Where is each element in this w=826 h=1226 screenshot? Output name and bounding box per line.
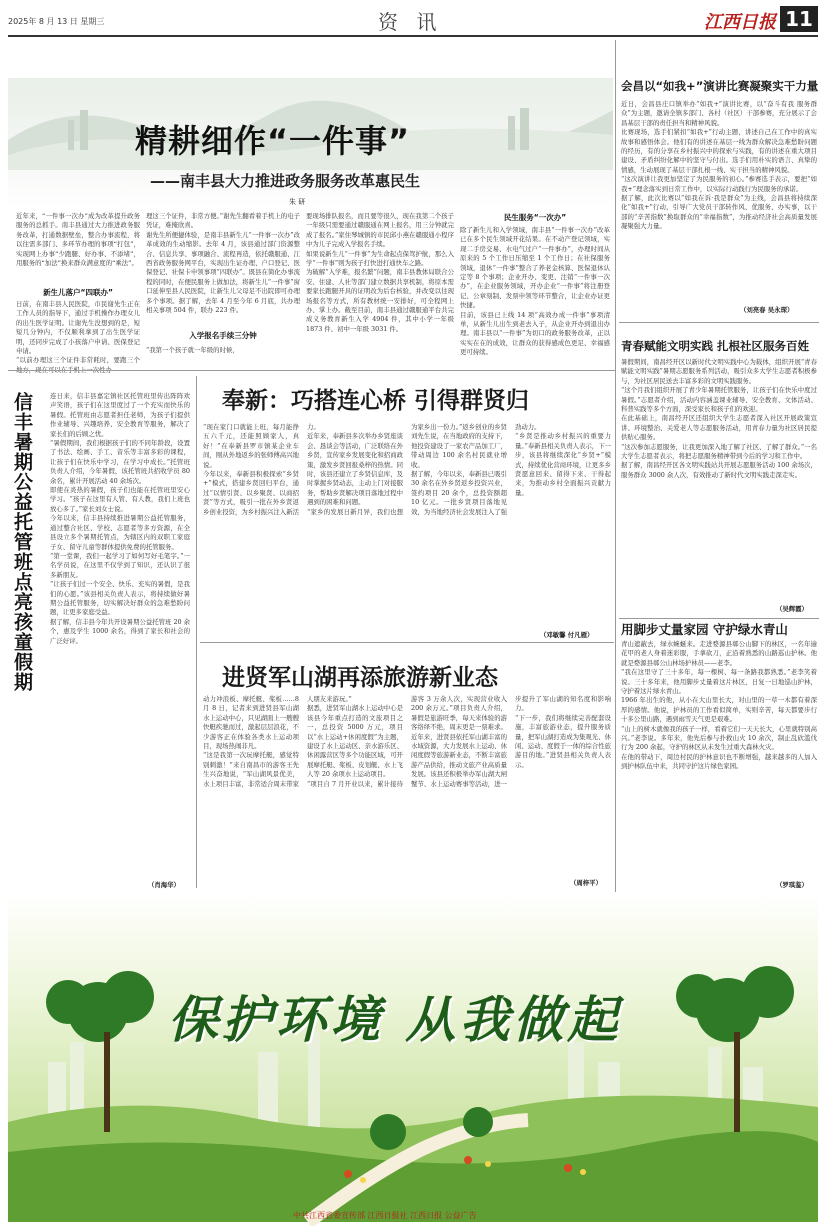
mid-left-body: 连日来，信丰县嘉定镇社区托管班里传出阵阵欢声笑语，孩子们在这里度过了一个充实而快乐的暑假。托管班由志愿者担任老师，为孩子们提供作业辅导、兴趣培养、安全教育等服务，解决了家长们的后顾之忧。 “暑假期间，我们根据孩子们的不同年龄段，设置了书法、绘画、手工、音乐等丰富多彩的课程，让孩子们在快乐中学习，在学习中成长。”托管班负责人介绍，今年暑假，该托管班共招收学员 80 余名，累计开展活动 40 余场次。 即使在炎热的暑假，孩子们也能在托管班里安心学习。“孩子在这里有人管、有人教，我们上班也放心多了。”家长刘女士说。 今年以来，信丰县持续推进暑期公益托管服务，通过整合社区、学校、志愿者等多方资源，在全县设立多个暑期托管点，为辖区内的双职工家庭子女、留守儿童等群体提供免费的托管服务。 “第一堂课，我们一起学习了如何写好毛笔字。”一名学员说，在这里不仅学到了知识，还认识了很多新朋友。 “让孩子们过一个安全、快乐、充实的暑假，是我们的心愿。”该县相关负责人表示，将持续做好暑期公益托管服务，切实解决好群众的急难愁盼问题，让更多家庭受益。 据了解，信丰县今年共开设暑期公益托管班 20 余个，惠及学生 1000 余名，得到了家长和社会的广泛好评。 [50,392,191,645]
lead-col-2b: “我第一个孩子就一年级的时候， [146,346,239,354]
right3-title: 用脚步丈量家园 守护绿水青山 [621,622,788,637]
bottom-mid-body: 动力冲浪板、摩托艇、桨板……8 月 8 日，记者来到进贤县军山湖水上运动中心，只见湖面上一艘艘快艇疾驰而过，激起层层浪花，不少游客正在体验各类水上运动项目，现场热闹非凡。 “这是我第一次玩摩托艇，感觉特别刺激！”来自南昌市的游客王先生兴奋地说，“军山湖风景优美，水上项目丰富，非常适合周末带家人朋友来游玩。” 据悉，进贤军山湖水上运动中心是该县今年重点打造的文旅项目之一，总投资 5000 万元，项目以“水上运动+休闲度假”为主题，建设了水上运动区、亲水游乐区、休闲露营区等多个功能区域，可开展摩托艇、桨板、皮划艇、水上飞人等 20 余项水上运动项目。 “项目自 7 月开业以来，累计接待游客 3 万余人次，实现营业收入 200 余万元。”项目负责人介绍，暑假是旅游旺季，每天来体验的游客络绎不绝，周末更是一票难求。 近年来，进贤县依托军山湖丰富的水域资源，大力发展水上运动、休闲度假等旅游新业态，不断丰富旅游产品供给，推动文旅产业高质量发展。该县还积极举办军山湖大闸蟹节、水上运动赛事等活动，进一步提升了军山湖的知名度和影响力。 “下一步，我们将继续完善配套设施，丰富旅游业态，提升服务质量，把军山湖打造成为集观光、休闲、运动、度假于一体的综合性旅游目的地。”进贤县相关负责人表示。 [203,695,611,788]
mid-left-title: 信丰暑期公益托管班点亮孩童假期 [11,392,33,692]
right3-credit: （罗琪鉴） [776,881,808,889]
environment-banner [8,892,818,1222]
masthead-rule [8,35,818,37]
lead-author: 朱 研 [289,198,306,206]
bottom-mid-title: 进贤军山湖再添旅游新业态 [222,665,498,691]
lead-subtitle: ——南丰县大力推进政务服务改革惠民生 [150,172,421,190]
page-number: 11 [780,6,818,32]
lead-col-1: 日前，在南丰县人民医院，市民谢先生正在工作人员的指导下，通过手机操作办理女儿的出生医学证明。让谢先生没想到的是，短短几分钟内，不仅顺利拿到了出生医学证明，还同步完成了小孩落户申请、医保登记申请。 “以前办理这三个证件非常耗时，要跑三个 [16,300,140,365]
lead-title: 精耕细作“一件事” [135,122,411,160]
lead-bottom-rule [8,370,616,371]
right1-body: 近日，会昌县庄口镇举办“如我+”演讲比赛，以“奋斗有我 服务群众”为主题，邀请全镇多部门、各村（社区）干部参赛，充分展示了会昌基层干部的责任担当和精神风貌。 比赛现场，选手们紧扣“如我+”行动主题，讲述自己在工作中的真实故事和感悟体会。他们有的讲述在基层一线为群众解决急难愁盼问题的经历，有的分享在乡村振兴中的探索与实践，有的讲述在重大项目建设、矛盾纠纷化解中的坚守与付出。选手们用朴实的语言、真挚的情感，生动展现了基层干部扎根一线、实干担当的精神风貌。 “这次演讲让我更加坚定了为民服务的初心。”参赛选手表示，要把“如我+”理念落实到日常工作中，以实际行动践行为民服务的承诺。 据了解，此次比赛以“如我在诉·我是群众”为主线，会昌县将持续深化“如我+”行动，引导广大党员干部转作风、优服务、办实事，以干部的“辛苦指数”换取群众的“幸福指数”，为推动经济社会高质量发展凝聚强大力量。 [621,100,817,231]
right-divider-1 [619,322,819,323]
mid-center-divider [200,642,614,643]
lead-intro: 近年来，“一件事一次办”成为改革提升政务服务的总抓手。南丰县通过大力推进政务服务改革，打通数据壁垒，整合办事流程，将以往需多部门、多环节办理的事项“打包”，实现网上办事“少跑腿、好办事、不添堵”，用服务的“加法”换来群众满意度的“乘法”。 [16,212,140,268]
right2-credit: （吴辉霞） [776,605,808,613]
right2-body: 暑假期间，南昌经开区以新时代文明实践中心为载体，组织开展“青春赋能文明实践”暑期志愿服务系列活动，吸引众多大学生志愿者积极参与，为社区居民送去丰富多彩的文明实践服务。 “这个月我们组织开展了青少年暑期托管服务，让孩子们在快乐中度过暑假。”志愿者介绍，活动内容涵盖课业辅导、安全教育、文体活动、科普实践等多个方面，深受家长和孩子们的欢迎。 在此基础上，南昌经开区还组织大学生志愿者深入社区开展政策宣讲、环境整治、关爱老人等志愿服务活动，用青春力量为社区居民提供贴心服务。 “这次参加志愿服务，让我更加深入地了解了社区、了解了群众。”一名大学生志愿者表示，将把志愿服务精神带到今后的学习和工作中。 据了解，南昌经开区各文明实践站共开展志愿服务活动 100 余场次，服务群众 3000 余人次，有效推动了新时代文明实践走深走实。 [621,358,817,479]
right2-title: 青春赋能文明实践 扎根社区服务百姓 [621,339,810,353]
bottom-mid-credit: （周梓平） [570,879,602,887]
right1-credit: （刘亮春 吴永琛） [740,306,794,314]
section-name: 资 讯 [378,10,443,34]
lead-subhead-1: 新生儿落户“四联办” [43,288,113,297]
mid-center-title: 奉新：巧搭连心桥 引得群贤归 [222,388,530,414]
mid-center-credit: （邓敏馨 付凡雁） [540,631,594,639]
newspaper-logo: 江西日报 [704,12,776,33]
right-column-divider [615,40,616,892]
banner-scenery [8,892,818,1222]
mid-left-credit: （肖海华） [148,881,180,889]
lead-col-4: 除了新生儿和入学领域，南丰县“一件事一次办”改革已在多个民生领域开花结果。在不动产登记领域，实现二手房交易、水电气过户“一件事办”，办理时间从原来的 5 个工作日压缩至 1 个工作日；在社保服务领域，退休“一件事”整合了养老金核算、医保退休认定等 8 个事项；企业开办、变更、注销“一件事一次办”，在企业服务领域，开办企业“一件事”将注册登记、公章刻制、发票申领等环节整合，让企业办证更快捷。 目前，该县已上线 14 项“高效办成一件事”事项清单，从新生儿出生到老去入子，从企业开办到退出办理。南丰县以“一件事”为切口的政务服务改革，正以实实在在的成效，让群众的获得感成色更足、幸福感更可持续。 [460,226,610,357]
banner-footer: 中共江西省委宣传部 江西日报社 江西日报 公益广告 [293,1211,477,1220]
mid-left-divider [196,376,197,888]
right-divider-2 [619,618,819,619]
lead-subhead-3: 民生服务“一次办” [503,213,567,222]
right1-title: 会昌以“如我+”演讲比赛凝聚实干力量 [621,79,819,93]
banner-slogan: 保护环境 从我做起 [168,990,622,1049]
masthead [0,0,826,40]
lead-col-2: 理这三个证件，非常方便。”谢先生翻看着手机上的电子凭证，难掩欣喜。 谢先生所便捷体验，是南丰县新生儿“一件事一次办”改革成效的生动缩影。去年 4 月，该县通过部门资源整合、信息共享、事项融合、流程再造，依托赣服通、江西省政务服务网平台，实现出生证办理、户口登记、医保登记、社保卡申领事项“四联办”。既县在简化办事流程的同时，在便民服务上做加法，将新生儿“一件事”窗口延伸至县人民医院，让新生儿父母足不出院即可办理多个事项。据了解，去年 4 月至今年 6 月底，共办理相关事项 504 件，联办 223 件。 [146,212,300,315]
mid-center-body: “现在家门口就能上班，每月能挣五六千元，还能照顾家人，真好！”在奉新县罗市镇某企业车间，刚从外地返乡的张师傅高兴地说。 今年以来，奉新县积极探索“乡贤+”模式，搭建乡贤回归平台，通过“以情引贤、以乡聚贤、以商招贤”等方式，吸引一批在外乡贤返乡创业投资，为乡村振兴注入新活力。 近年来，奉新县多次举办乡贤座谈会、恳谈会等活动，广泛联络在外乡贤，宣传家乡发展变化和招商政策，激发乡贤回报桑梓的热情。同时，该县还建立了乡贤信息库，及时掌握乡贤动态，主动上门对接服务，帮助乡贤解决项目落地过程中遇到的困难和问题。 “家乡的发展日新月异，我们也想为家乡出一份力。”返乡创业的乡贤刘先生说，在当地政府的支持下，他投资建设了一家农产品加工厂，带动周边 100 余名村民就业增收。 据了解，今年以来，奉新县已吸引 30 余名在外乡贤返乡投资兴业，签约项目 20 余个，总投资额超 10 亿元。一批乡贤项目落地见效，为当地经济社会发展注入了强劲动力。 “乡贤是推动乡村振兴的重要力量。”奉新县相关负责人表示，下一步，该县将继续深化“乡贤+”模式，持续优化营商环境，让更多乡贤愿意回来、留得下来、干得起来，为推动乡村全面振兴贡献力量。 [203,423,611,516]
lead-col-3: 要现场排队报名，而且要等很久，现在我第二个孩子一年级只需要通过赣服通在网上报名，用三分钟就完成了报名。”家住琴城镇的市民邱小燕在赣服通小程序中为儿子完成入学报名手续。 如果说新生儿“一件事”为生命起点保驾护航，那么入学“一件事”则为孩子打快进打通快车之路。 为破解“入学难，报名繁”问题，南丰县教体局联合公安、住建、人社等部门建立数据共享机制，将原本需要家长跑腿开具的证明改为后台核验，并改变以往现场报名等方式，所有教材统一安排好，可全程网上办、掌上办。截至目前，南丰县通过赣服通平台共完成义务教育新生入学 4904 件，其中小学一年级 1873 件、初中一年级 3031 件。 [306,212,454,333]
right3-body: 青山遮蔽去，绿水蜿蜒来。走进婺源县鄣公山脚下的林区，一名年逾花甲的老人身着迷彩服，手拿砍刀，正沿着熟悉的山路巡山护林。他就是婺源县鄣公山林场护林员——老李。 “我在这里守了三十多年，每一棵树、每一条路我都熟悉。”老李笑着说。三十多年来，他用脚步丈量着这片林区，日复一日地巡山护林，守护着这片绿水青山。 1966 年出生的他，从小在大山里长大，对山里的一草一木都有着深厚的感情。他说，护林员的工作看似简单，实则辛苦，每天都要步行十多公里山路，遇到雨雪天气更是艰难。 “山上的树木就像我的孩子一样，看着它们一天天长大，心里就特别高兴。”老李说。多年来，他先后参与扑救山火 10 余次，制止乱砍滥伐行为 200 余起，守护的林区从未发生过重大森林火灾。 在他的带动下，周边村民的护林意识也不断增强，越来越多的人加入到护林队伍中来，共同守护这片绿色家园。 [621,640,817,771]
issue-date: 2025年 8 月 13 日 星期三 [8,17,105,26]
lead-subhead-2: 入学报名手续三分钟 [189,331,257,340]
